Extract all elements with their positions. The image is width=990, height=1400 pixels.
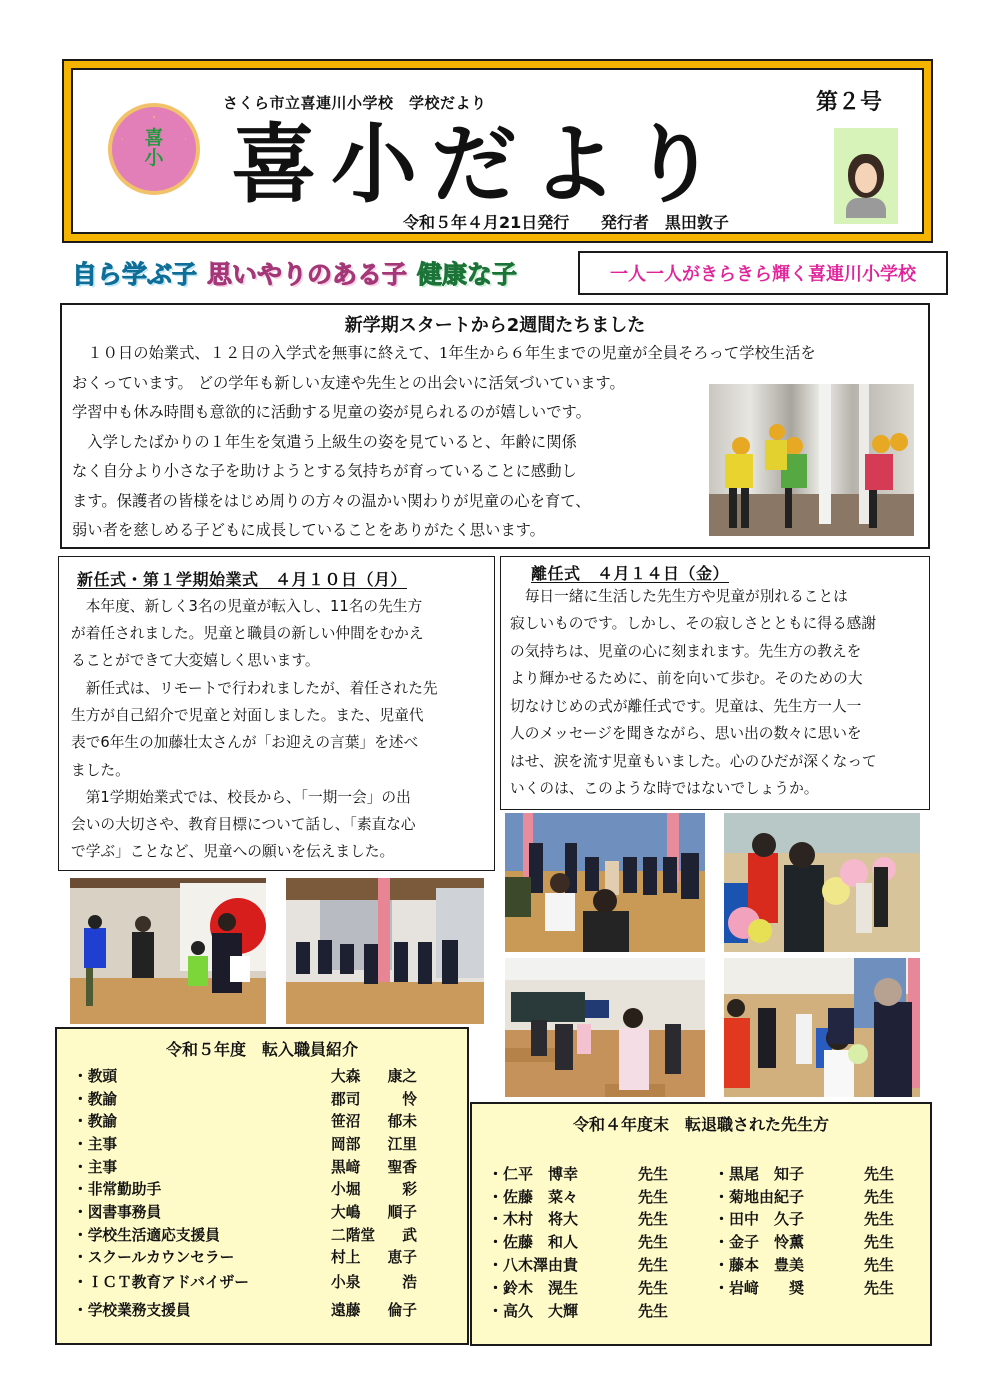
article-subheading: 離任式 ４月１４日（金） [531,564,730,583]
staff-role: ・主事 [73,1135,118,1153]
leaving-staff-row [714,1253,894,1276]
portrait-head-icon [848,154,884,198]
staff-row [73,1155,417,1178]
staff-family-name: 郡司 [331,1090,361,1108]
leaving-staff-row [488,1208,668,1231]
staff-given-name: 江里 [387,1135,417,1153]
staff-family-name: 笹沼 [331,1113,361,1131]
staff-role: ・教頭 [73,1067,118,1085]
staff-row [73,1223,417,1246]
staff-family-name: 遠藤 [331,1301,361,1319]
staff-role: ・ＩＣＴ教育アドバイザー [73,1274,249,1292]
staff-given-name: 郁未 [387,1113,417,1131]
article-line: 寂しいものです。しかし、その寂しさとともに得る感謝 [510,615,877,632]
teacher-name: ・藤本 豊美 [714,1256,805,1275]
article-line: 第1学期始業式では、校長から、「一期一会」の出 [71,789,411,806]
photo-classroom-remote [505,958,705,1097]
staff-role: ・学校業務支援員 [73,1301,191,1319]
honorific: 先生 [864,1256,895,1275]
school-logo [108,103,200,195]
honorific: 先生 [638,1301,669,1320]
teacher-name: ・金子 怜薫 [714,1233,805,1252]
article-line: ました。 [71,762,130,779]
leaving-staff-row [714,1230,894,1253]
leaving-staff-row [714,1185,894,1208]
portrait-body-icon [846,198,886,218]
staff-given-name: 倫子 [387,1301,417,1319]
article-line: で学ぶ」ことなど、児童への願いを伝えました。 [71,843,395,860]
staff-row [73,1246,417,1269]
staff-row [73,1109,417,1132]
staff-given-name: 武 [402,1226,417,1244]
leaving-staff-left-column [488,1162,668,1322]
honorific: 先生 [638,1233,669,1252]
photo-children-walking [709,384,914,536]
honorific: 先生 [638,1164,669,1183]
article-line: 会いの大切さや、教育目標について話し、「素直な心 [71,816,416,833]
staff-row [73,1200,417,1223]
publisher: 発行者 黒田敦子 [600,213,729,232]
leaving-staff-row [488,1276,668,1299]
article-line: の気持ちは、児童の心に刻まれます。先生方の教えを [510,643,862,660]
staff-row [73,1132,417,1155]
motto-item: 思いやりのある子 [207,260,408,289]
article-line: 入学したばかりの１年生を気遣う上級生の姿を見ていると、年齢に関係 [72,433,577,451]
staff-role: ・スクールカウンセラー [73,1249,235,1267]
staff-role: ・図書事務員 [73,1203,162,1221]
logo-char: 小 [144,147,164,169]
farewell-ceremony-article [500,556,930,810]
leaving-staff-title: 令和４年度末 転退職された先生方 [572,1115,829,1134]
new-staff-title: 令和５年度 転入職員紹介 [165,1040,358,1059]
article-line: 生方が自己紹介で児童と対面しました。また、児童代 [71,707,424,724]
honorific: 先生 [864,1187,895,1206]
publication-line [403,210,755,233]
photo-departing-teachers [505,813,705,952]
article-subheading: 新任式・第１学期始業式 ４月１０日（月） [77,570,408,589]
article-line: １０日の始業式、１２日の入学式を無事に終えて、1年生から６年生までの児童が全員そろって学校生活を [72,344,816,362]
article-line: はせ、涙を流す児童もいました。心のひだが深くなって [510,753,877,770]
staff-given-name: 恵子 [387,1249,417,1267]
honorific: 先生 [638,1187,669,1206]
staff-row [73,1087,417,1110]
principal-portrait [834,128,898,224]
staff-family-name: 大嶋 [331,1203,361,1221]
leaving-staff-row [488,1162,668,1185]
staff-given-name: 怜 [402,1090,417,1108]
teacher-name: ・岩﨑 奨 [714,1278,805,1297]
staff-role: ・非常勤助手 [73,1181,162,1199]
staff-row [73,1268,417,1295]
staff-row [73,1295,417,1323]
article-line: いくのは、このような時ではないでしょうか。 [510,780,819,797]
honorific: 先生 [864,1233,895,1252]
opening-ceremony-article [58,556,495,871]
teacher-name: ・佐藤 菜々 [488,1187,579,1206]
motto-item: 健康な子 [417,260,518,289]
staff-row [73,1177,417,1200]
teacher-name: ・菊地由紀子 [714,1187,805,1206]
staff-family-name: 小堀 [331,1181,361,1199]
staff-family-name: 二階堂 [331,1226,376,1244]
staff-row [73,1064,417,1087]
motto-item: 自ら学ぶ子 [72,260,198,289]
leaving-staff-row [714,1162,894,1185]
article-line: おくっています。 どの学年も新しい友達や先生との出会いに活気づいています。 [72,374,625,392]
staff-family-name: 大森 [331,1067,361,1085]
teacher-name: ・田中 久子 [714,1210,805,1229]
staff-family-name: 村上 [331,1249,361,1267]
leaving-staff-right-column [714,1162,894,1299]
main-article [60,303,930,549]
school-motto [72,255,517,291]
article-line: より輝かせるために、前を向いて歩む。そのための大 [510,670,863,687]
photo-teacher-flowers [724,958,920,1097]
leaving-staff-row [488,1299,668,1322]
article-line: なく自分より小さな子を助けようとする気持ちが育っていることに感動し [72,462,577,480]
teacher-name: ・仁平 博幸 [488,1164,579,1183]
staff-family-name: 小泉 [331,1274,361,1292]
staff-role: ・教諭 [73,1113,118,1131]
photo-children-bouquets [724,813,920,952]
staff-given-name: 康之 [387,1067,417,1085]
article-line: 切なけじめの式が離任式です。児童は、先生方一人一 [510,698,862,715]
article-line: ます。保護者の皆様をはじめ周りの方々の温かい関わりが児童の心を育て、 [72,492,591,510]
teacher-name: ・八木澤由貴 [488,1256,579,1275]
leaving-staff-row [714,1208,894,1231]
article-line: 学習中も休み時間も意欲的に活動する児童の姿が見られるのが嬉しいです。 [72,403,591,421]
honorific: 先生 [638,1278,669,1297]
staff-given-name: 彩 [402,1181,417,1199]
new-staff-list [73,1064,417,1323]
staff-role: ・学校生活適応支援員 [73,1226,220,1244]
masthead [62,59,933,243]
article-line: 本年度、新しく3名の児童が転入し、11名の先生方 [71,598,423,615]
photo-new-teachers [286,878,484,1024]
staff-given-name: 浩 [402,1274,417,1292]
teacher-name: ・鈴木 滉生 [488,1278,579,1297]
leaving-staff-box [470,1102,932,1346]
issue-date: 令和５年４月21日発行 [403,213,570,232]
teacher-name: ・高久 大輝 [488,1301,579,1320]
masthead-inner [71,68,924,234]
issue-number: 第２号 [815,90,882,115]
logo-char: 喜 [144,127,164,150]
teacher-name: ・木村 将大 [488,1210,579,1229]
staff-given-name: 順子 [387,1203,417,1221]
leaving-staff-row [714,1276,894,1299]
article-line: が着任されました。児童と職員の新しい仲間をむかえ [71,625,424,642]
article-title: 新学期スタートから2週間たちました [344,315,646,336]
staff-role: ・教諭 [73,1090,118,1108]
school-name: さくら市立喜連川小学校 学校だより [223,94,487,112]
school-slogan: 一人一人がきらきら輝く喜連川小学校 [578,251,948,295]
article-line: ることができて大変嬉しく思います。 [71,652,320,669]
newsletter-title: 喜小だより [231,115,731,215]
honorific: 先生 [864,1210,895,1229]
staff-role: ・主事 [73,1158,118,1176]
article-line: 表で6年生の加藤壮太さんが「お迎えの言葉」を述べ [71,734,419,751]
honorific: 先生 [638,1210,669,1229]
article-line: 人のメッセージを聞きながら、思い出の数々に思いを [510,725,862,742]
leaving-staff-row [488,1185,668,1208]
teacher-name: ・黒尾 知子 [714,1164,805,1183]
honorific: 先生 [864,1278,895,1297]
photo-students-flag [70,878,266,1024]
honorific: 先生 [638,1256,669,1275]
article-line: 新任式は、リモートで行われましたが、着任された先 [71,680,438,697]
staff-given-name: 聖香 [387,1158,417,1176]
leaving-staff-row [488,1230,668,1253]
article-line: 毎日一緒に生活した先生方や児童が別れることは [510,588,848,605]
leaving-staff-row [488,1253,668,1276]
article-line: 弱い者を慈しめる子どもに成長していることをありがたく思います。 [72,521,545,539]
staff-family-name: 岡部 [331,1135,361,1153]
new-staff-box [55,1027,469,1345]
honorific: 先生 [864,1164,895,1183]
staff-family-name: 黒﨑 [331,1158,361,1176]
teacher-name: ・佐藤 和人 [488,1233,579,1252]
